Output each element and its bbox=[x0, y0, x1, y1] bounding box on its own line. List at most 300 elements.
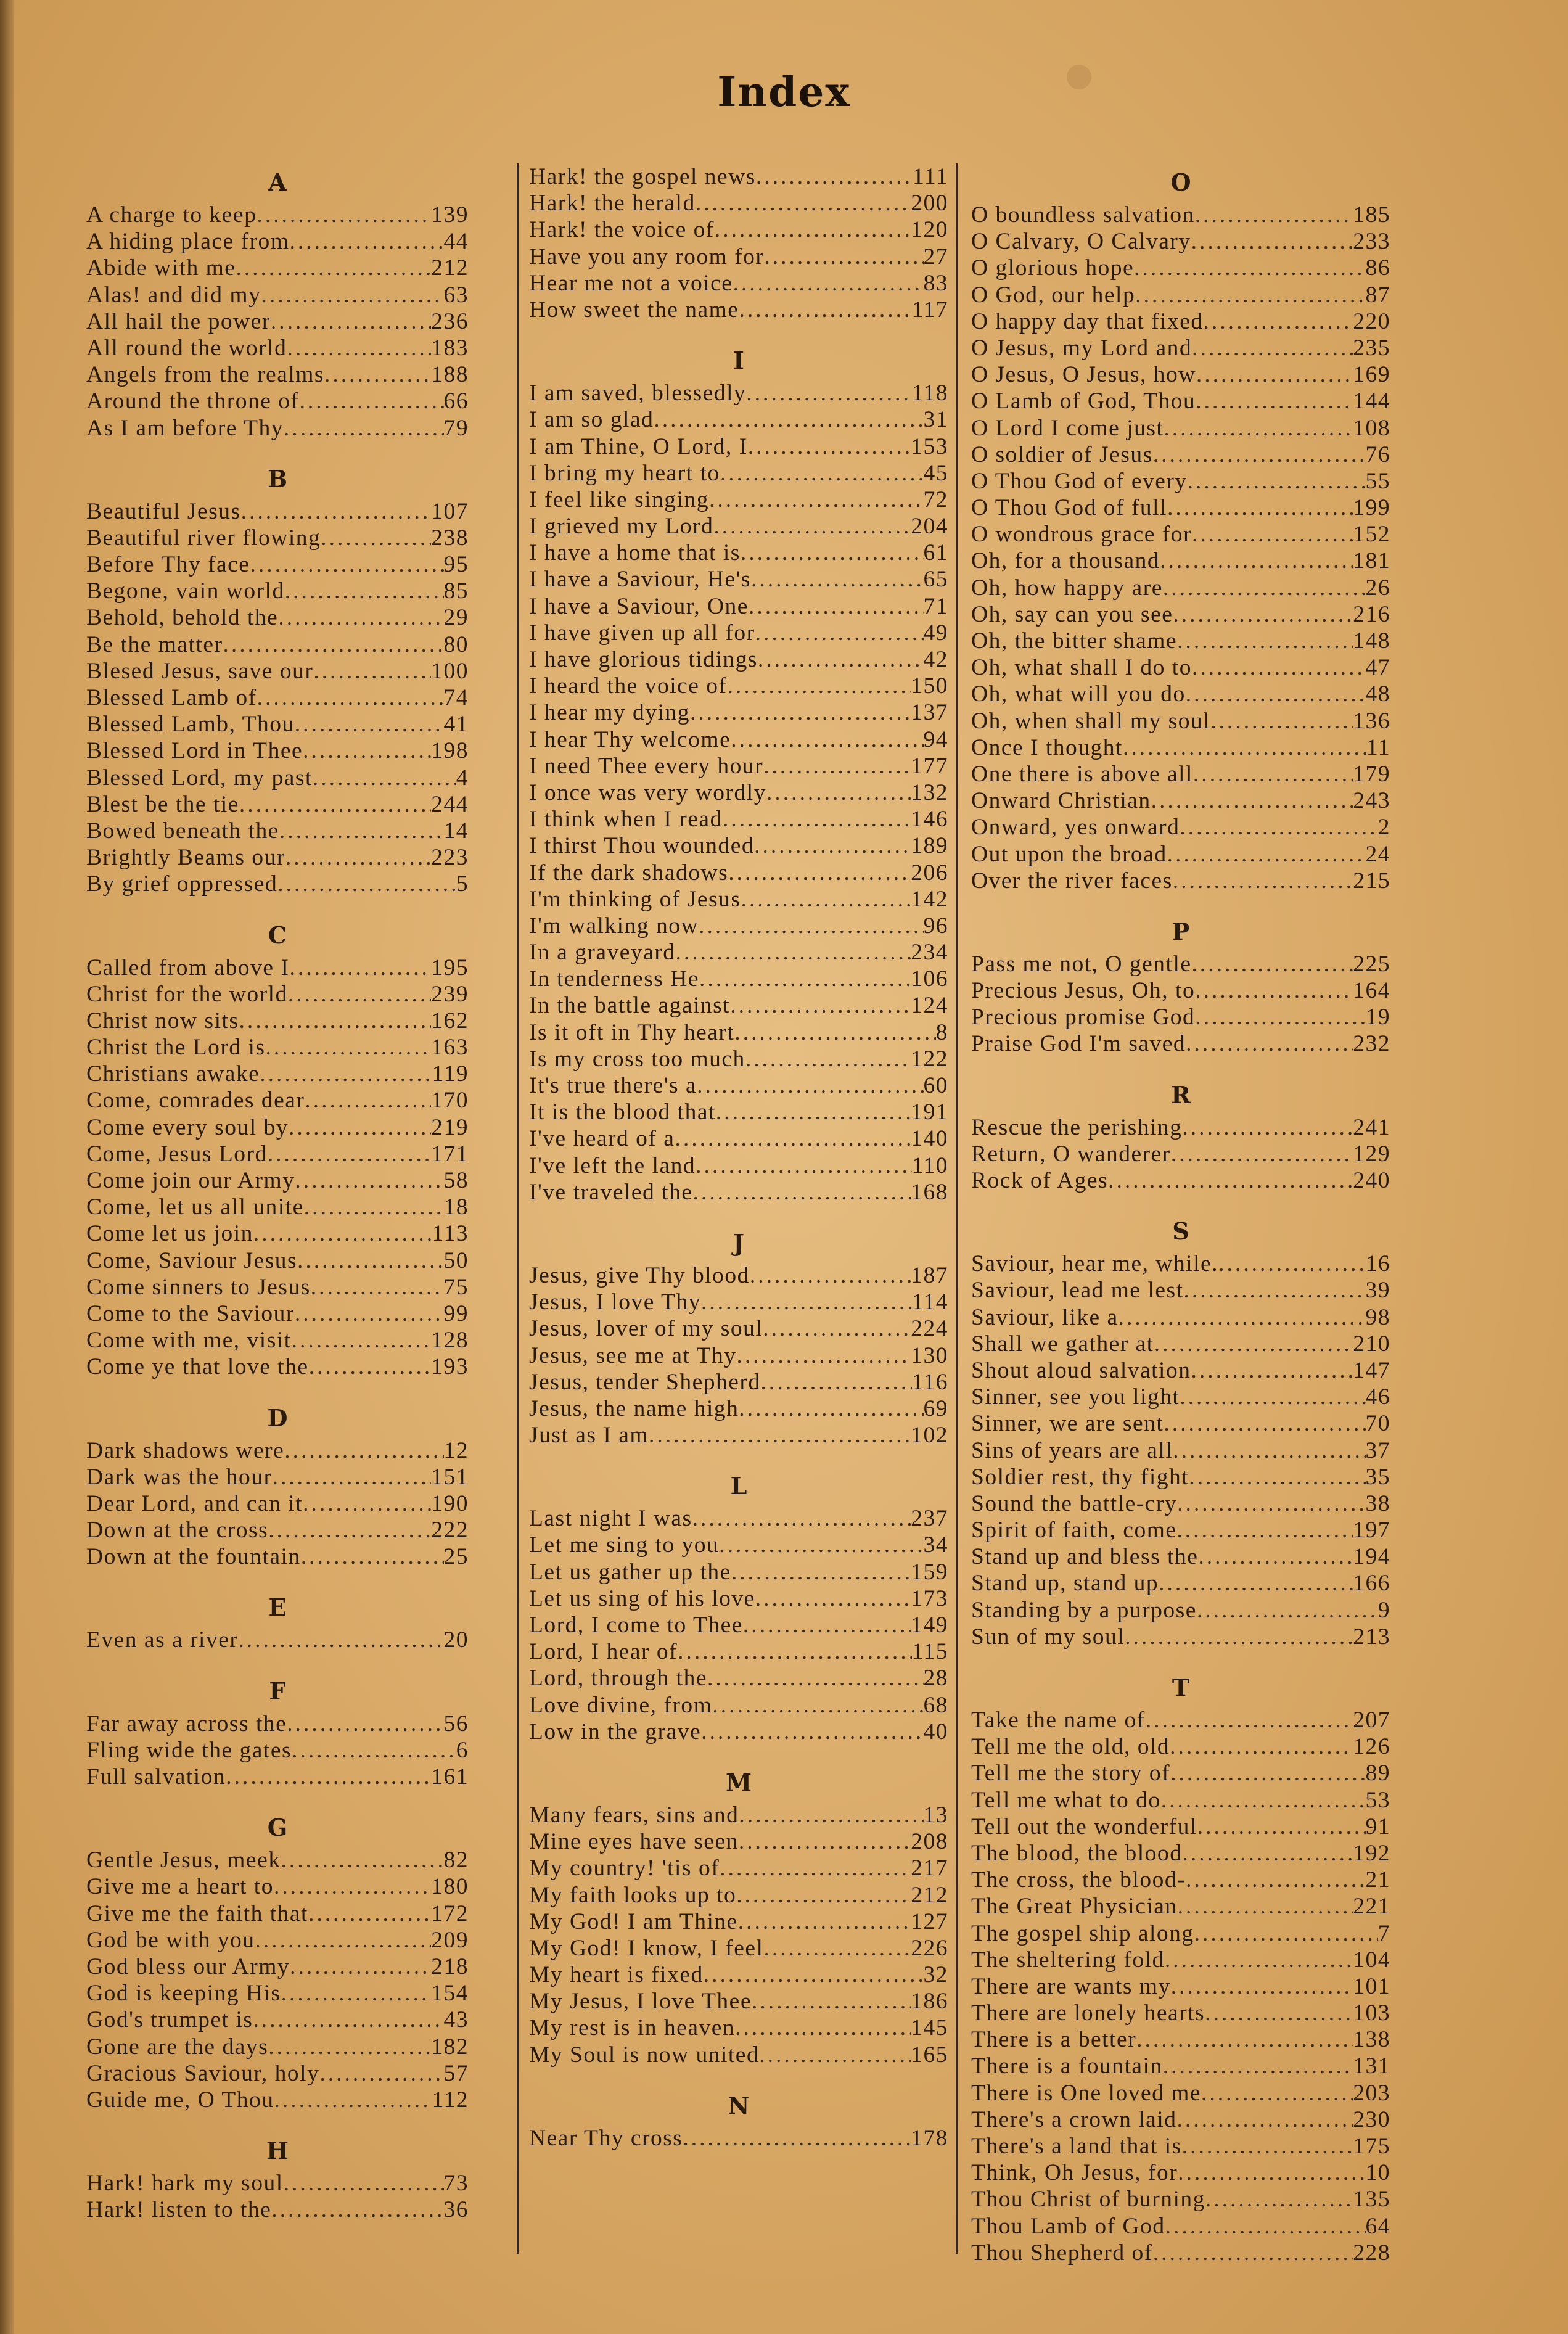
leader-dots bbox=[701, 1289, 912, 1315]
hymn-number: 11 bbox=[1366, 734, 1390, 760]
hymn-title: Tell out the wonderful bbox=[971, 1814, 1197, 1839]
index-entry bbox=[971, 2133, 1390, 2159]
index-entry bbox=[86, 765, 469, 791]
hymn-title: Come join our Army bbox=[86, 1168, 295, 1193]
hymn-title: Christians awake bbox=[86, 1061, 260, 1087]
hymn-title: Near Thy cross bbox=[529, 2125, 683, 2151]
index-entry bbox=[971, 575, 1390, 601]
hymn-title: Even as a river bbox=[86, 1627, 239, 1653]
hymn-number: 100 bbox=[431, 658, 469, 684]
hymn-number: 68 bbox=[923, 1692, 948, 1718]
leader-dots bbox=[707, 1665, 924, 1691]
leader-dots bbox=[295, 1301, 444, 1327]
index-entry bbox=[971, 681, 1390, 707]
index-entry bbox=[86, 228, 469, 255]
hymn-title: All round the world bbox=[86, 335, 287, 361]
hymn-number: 163 bbox=[431, 1035, 469, 1061]
hymn-number: 172 bbox=[431, 1900, 469, 1926]
hymn-title: Sound the battle-cry bbox=[971, 1490, 1178, 1516]
hymn-number: 10 bbox=[1365, 2160, 1390, 2186]
hymn-title: Hark! listen to the bbox=[86, 2197, 272, 2223]
hymn-title: It's true there's a bbox=[529, 1073, 697, 1098]
index-entry bbox=[529, 1125, 948, 1152]
leader-dots bbox=[654, 406, 923, 433]
hymn-number: 127 bbox=[911, 1909, 948, 1934]
hymn-title: Guide me, O Thou bbox=[86, 2087, 274, 2113]
hymn-number: 230 bbox=[1353, 2106, 1390, 2132]
index-entry bbox=[529, 1612, 948, 1638]
section-gap bbox=[86, 1790, 469, 1809]
leader-dots bbox=[255, 1927, 432, 1954]
index-entry bbox=[529, 1988, 948, 2015]
hymn-number: 154 bbox=[431, 1981, 469, 2007]
hymn-number: 7 bbox=[1377, 1920, 1390, 1946]
leader-dots bbox=[271, 2196, 443, 2223]
hymn-number: 24 bbox=[1365, 841, 1390, 867]
index-entry bbox=[529, 1802, 948, 1828]
index-entry bbox=[529, 270, 948, 297]
index-entry bbox=[971, 2080, 1390, 2106]
hymn-number: 126 bbox=[1353, 1734, 1390, 1760]
hymn-number: 192 bbox=[1353, 1840, 1390, 1866]
hymn-title: Saviour, hear me, while. bbox=[971, 1251, 1219, 1277]
section-gap bbox=[529, 1206, 948, 1224]
leader-dots bbox=[748, 434, 911, 460]
index-entry bbox=[529, 1422, 948, 1448]
hymn-title: Hark! hark my soul bbox=[86, 2171, 284, 2196]
index-entry bbox=[86, 361, 469, 388]
hymn-number: 87 bbox=[1365, 282, 1390, 308]
leader-dots bbox=[1153, 2240, 1353, 2266]
leader-dots bbox=[751, 566, 923, 593]
leader-dots bbox=[284, 1437, 443, 1464]
hymn-title: O Lord I come just bbox=[971, 415, 1164, 441]
index-entry bbox=[86, 2196, 469, 2223]
leader-dots bbox=[253, 2007, 443, 2033]
hymn-title: Blessed Lord in Thee bbox=[86, 738, 303, 764]
index-entry bbox=[86, 1274, 469, 1301]
hymn-number: 102 bbox=[911, 1423, 948, 1448]
hymn-number: 186 bbox=[911, 1989, 948, 2015]
hymn-title: Precious Jesus, Oh, to bbox=[971, 978, 1196, 1004]
index-entry bbox=[86, 1543, 469, 1570]
hymn-title: Come every soul by bbox=[86, 1114, 289, 1140]
leader-dots bbox=[1186, 1867, 1365, 1893]
leader-dots bbox=[750, 1262, 911, 1289]
leader-dots bbox=[321, 525, 431, 551]
leader-dots bbox=[268, 2034, 431, 2060]
leader-dots bbox=[741, 886, 911, 913]
index-entry bbox=[529, 939, 948, 966]
hymn-number: 210 bbox=[1353, 1331, 1390, 1357]
hymn-number: 237 bbox=[911, 1506, 948, 1532]
index-entry bbox=[86, 738, 469, 764]
hymn-title: Come ye that love the bbox=[86, 1354, 309, 1380]
hymn-number: 42 bbox=[923, 647, 948, 672]
index-entry bbox=[529, 726, 948, 753]
leader-dots bbox=[696, 1153, 912, 1179]
hymn-title: Come, Jesus Lord bbox=[86, 1141, 268, 1167]
index-entry bbox=[971, 1760, 1390, 1786]
hymn-title: O Thou God of full bbox=[971, 495, 1167, 521]
leader-dots bbox=[297, 1247, 443, 1274]
hymn-number: 182 bbox=[431, 2034, 469, 2060]
hymn-title: I bring my heart to bbox=[529, 460, 720, 486]
hymn-title: Hark! the herald bbox=[529, 191, 696, 216]
hymn-number: 153 bbox=[911, 434, 948, 459]
leader-dots bbox=[764, 244, 923, 270]
hymn-title: Jesus, see me at Thy bbox=[529, 1342, 737, 1368]
hymn-title: Oh, say can you see bbox=[971, 601, 1173, 627]
index-entry bbox=[971, 761, 1390, 787]
leader-dots bbox=[1161, 1787, 1366, 1814]
index-entry bbox=[86, 1247, 469, 1274]
leader-dots bbox=[1136, 2026, 1353, 2053]
hymn-number: 55 bbox=[1365, 468, 1390, 494]
leader-dots bbox=[1180, 814, 1377, 840]
index-entry bbox=[529, 593, 948, 620]
leader-dots bbox=[1134, 255, 1365, 281]
leader-dots bbox=[738, 1909, 911, 1935]
index-entry bbox=[971, 951, 1390, 977]
leader-dots bbox=[1210, 708, 1353, 734]
leader-dots bbox=[1180, 1384, 1365, 1410]
index-entry bbox=[529, 1153, 948, 1179]
section-letter: R bbox=[1171, 1080, 1191, 1109]
index-entry bbox=[86, 2170, 469, 2196]
index-entry bbox=[529, 1395, 948, 1422]
leader-dots bbox=[236, 255, 431, 281]
index-entry bbox=[529, 540, 948, 566]
hymn-title: Jesus, I love Thy bbox=[529, 1289, 701, 1315]
hymn-title: There is a better bbox=[971, 2027, 1137, 2053]
hymn-number: 244 bbox=[431, 791, 469, 817]
hymn-number: 216 bbox=[1353, 601, 1390, 627]
hymn-title: In the battle against bbox=[529, 993, 731, 1019]
index-entry bbox=[86, 1141, 469, 1167]
hymn-number: 140 bbox=[911, 1126, 948, 1152]
hymn-number: 16 bbox=[1365, 1251, 1390, 1277]
leader-dots bbox=[1193, 761, 1353, 787]
section-gap bbox=[86, 442, 469, 460]
hymn-title: Be the matter bbox=[86, 631, 223, 657]
hymn-title: Blest be the tie bbox=[86, 791, 239, 817]
section-letter: S bbox=[1172, 1217, 1189, 1246]
hymn-number: 119 bbox=[432, 1061, 469, 1087]
leader-dots bbox=[720, 1855, 911, 1881]
hymn-number: 228 bbox=[1353, 2240, 1390, 2266]
index-entry bbox=[86, 1354, 469, 1380]
index-entry bbox=[86, 1167, 469, 1194]
hymn-number: 218 bbox=[431, 1954, 469, 1979]
hymn-number: 122 bbox=[911, 1046, 948, 1072]
leader-dots bbox=[1196, 388, 1353, 414]
leader-dots bbox=[1192, 951, 1353, 977]
hymn-title: The cross, the blood- bbox=[971, 1867, 1186, 1893]
leader-dots bbox=[719, 1532, 923, 1558]
index-entry bbox=[971, 1733, 1390, 1760]
index-entry bbox=[529, 406, 948, 433]
hymn-title: Rescue the perishing bbox=[971, 1114, 1183, 1140]
hymn-number: 152 bbox=[1353, 522, 1390, 548]
index-column-3 bbox=[971, 163, 1390, 2266]
hymn-title: My God! I am Thine bbox=[529, 1909, 738, 1934]
hymn-title: God's trumpet is bbox=[86, 2007, 253, 2033]
index-entry bbox=[529, 434, 948, 460]
page-title: Index bbox=[717, 68, 851, 116]
index-entry bbox=[971, 202, 1390, 228]
hymn-title: I once was very wordly bbox=[529, 779, 766, 805]
leader-dots bbox=[752, 1988, 911, 2015]
section-letter: F bbox=[269, 1677, 286, 1705]
index-entry bbox=[971, 282, 1390, 308]
leader-dots bbox=[274, 1873, 431, 1900]
leader-dots bbox=[1135, 282, 1365, 308]
index-entry bbox=[86, 711, 469, 738]
hymn-number: 6 bbox=[456, 1737, 469, 1763]
leader-dots bbox=[736, 1882, 911, 1909]
hymn-title: O wondrous grace for bbox=[971, 522, 1192, 548]
index-entry bbox=[971, 521, 1390, 548]
leader-dots bbox=[289, 1114, 431, 1141]
hymn-title: Take the name of bbox=[971, 1707, 1146, 1733]
hymn-number: 63 bbox=[443, 282, 469, 308]
leader-dots bbox=[728, 673, 911, 699]
leader-dots bbox=[1165, 1947, 1353, 1973]
hymn-number: 168 bbox=[911, 1179, 948, 1205]
hymn-title: Saviour, like a bbox=[971, 1304, 1119, 1330]
index-entry bbox=[86, 255, 469, 281]
hymn-number: 232 bbox=[1353, 1031, 1390, 1057]
hymn-title: Think, Oh Jesus, for bbox=[971, 2160, 1178, 2186]
index-entry bbox=[971, 1597, 1390, 1624]
section-gap bbox=[86, 1654, 469, 1672]
leader-dots bbox=[731, 1559, 911, 1585]
index-entry bbox=[86, 1873, 469, 1900]
index-entry bbox=[86, 415, 469, 442]
index-entry bbox=[971, 708, 1390, 734]
index-entry bbox=[86, 202, 469, 228]
hymn-number: 69 bbox=[923, 1395, 948, 1421]
hymn-title: Hark! the gospel news bbox=[529, 164, 756, 189]
hymn-number: 173 bbox=[911, 1585, 948, 1611]
index-entry bbox=[86, 658, 469, 684]
index-entry bbox=[971, 1570, 1390, 1596]
hymn-number: 185 bbox=[1353, 202, 1390, 228]
index-entry bbox=[971, 1707, 1390, 1733]
hymn-title: Have you any room for bbox=[529, 244, 765, 269]
hymn-title: The gospel ship along bbox=[971, 1920, 1194, 1946]
hymn-number: 2 bbox=[1377, 815, 1390, 840]
leader-dots bbox=[284, 415, 444, 442]
leader-dots bbox=[715, 216, 911, 243]
leader-dots bbox=[737, 1342, 911, 1369]
hymn-number: 170 bbox=[431, 1088, 469, 1114]
index-entry bbox=[529, 1962, 948, 1988]
hymn-title: The sheltering fold bbox=[971, 1947, 1165, 1973]
hymn-title: Shall we gather at bbox=[971, 1331, 1154, 1357]
index-entry bbox=[529, 966, 948, 992]
hymn-title: The blood, the blood bbox=[971, 1840, 1183, 1866]
index-entry bbox=[529, 460, 948, 487]
hymn-title: Around the throne of bbox=[86, 388, 300, 414]
leader-dots bbox=[253, 1220, 432, 1247]
leader-dots bbox=[284, 2170, 444, 2196]
hymn-title: Called from above I bbox=[86, 955, 290, 980]
hymn-title: I have a Saviour, He's bbox=[529, 567, 752, 593]
section-gap bbox=[529, 1448, 948, 1467]
hymn-title: I heard the voice of bbox=[529, 673, 728, 699]
index-entry bbox=[86, 308, 469, 335]
hymn-title: It is the blood that bbox=[529, 1099, 716, 1125]
leader-dots bbox=[268, 1141, 431, 1167]
hymn-title: My Soul is now united bbox=[529, 2042, 760, 2068]
hymn-number: 222 bbox=[431, 1518, 469, 1543]
hymn-number: 128 bbox=[431, 1328, 469, 1354]
leader-dots bbox=[739, 297, 911, 323]
hymn-number: 103 bbox=[1353, 2000, 1390, 2026]
hymn-number: 177 bbox=[911, 753, 948, 779]
leader-dots bbox=[1186, 681, 1366, 707]
hymn-number: 27 bbox=[923, 244, 948, 269]
leader-dots bbox=[304, 1194, 444, 1220]
hymn-number: 136 bbox=[1353, 708, 1390, 734]
index-entry bbox=[86, 2034, 469, 2060]
leader-dots bbox=[1192, 521, 1353, 548]
hymn-title: There are wants my bbox=[971, 1973, 1171, 1999]
leader-dots bbox=[1170, 1733, 1353, 1760]
index-entry bbox=[86, 1301, 469, 1327]
index-entry bbox=[971, 734, 1390, 761]
index-entry bbox=[529, 673, 948, 699]
index-entry bbox=[529, 190, 948, 216]
leader-dots bbox=[238, 1627, 443, 1653]
hymn-title: Alas! and did my bbox=[86, 282, 261, 308]
hymn-number: 50 bbox=[443, 1247, 469, 1273]
hymn-title: Give me the faith that bbox=[86, 1900, 308, 1926]
hymn-number: 40 bbox=[923, 1719, 948, 1744]
hymn-number: 48 bbox=[1365, 681, 1390, 707]
index-entry bbox=[529, 1072, 948, 1099]
hymn-number: 145 bbox=[911, 2015, 948, 2041]
index-entry bbox=[529, 860, 948, 886]
index-entry bbox=[971, 1167, 1390, 1194]
index-entry bbox=[86, 1737, 469, 1764]
leader-dots bbox=[279, 818, 444, 844]
leader-dots bbox=[1182, 1840, 1353, 1867]
hymn-number: 114 bbox=[911, 1289, 948, 1315]
page-edge-shadow bbox=[0, 0, 14, 2334]
hymn-number: 151 bbox=[431, 1464, 469, 1490]
index-entry bbox=[86, 498, 469, 525]
hymn-number: 138 bbox=[1353, 2027, 1390, 2053]
index-entry bbox=[971, 2053, 1390, 2079]
leader-dots bbox=[287, 335, 431, 361]
leader-dots bbox=[1151, 787, 1353, 814]
hymn-title: Lord, through the bbox=[529, 1666, 707, 1691]
index-entry bbox=[971, 1437, 1390, 1464]
section-gap bbox=[86, 1381, 469, 1399]
leader-dots bbox=[690, 699, 911, 726]
leader-dots bbox=[303, 738, 431, 764]
hymn-title: Sun of my soul bbox=[971, 1624, 1125, 1650]
leader-dots bbox=[287, 1711, 443, 1737]
leader-dots bbox=[1173, 868, 1353, 894]
hymn-number: 207 bbox=[1353, 1707, 1390, 1733]
hymn-title: Abide with me bbox=[86, 255, 236, 281]
hymn-title: Jesus, give Thy blood bbox=[529, 1262, 750, 1288]
hymn-title: Down at the fountain bbox=[86, 1544, 301, 1570]
leader-dots bbox=[1108, 1167, 1353, 1194]
hymn-number: 198 bbox=[431, 738, 469, 764]
leader-dots bbox=[759, 2042, 911, 2068]
leader-dots bbox=[649, 1422, 911, 1448]
hymn-title: Thou Christ of burning bbox=[971, 2187, 1205, 2213]
index-entry bbox=[86, 2060, 469, 2087]
hymn-title: How sweet the name bbox=[529, 297, 739, 323]
index-entry bbox=[529, 1559, 948, 1585]
hymn-number: 159 bbox=[911, 1559, 948, 1585]
index-entry bbox=[971, 415, 1390, 442]
index-entry bbox=[971, 2240, 1390, 2266]
hymn-title: Return, O wanderer bbox=[971, 1141, 1171, 1167]
leader-dots bbox=[1165, 2213, 1366, 2240]
index-entry bbox=[529, 1935, 948, 1962]
index-entry bbox=[86, 388, 469, 414]
leader-dots bbox=[699, 913, 923, 939]
section-gap bbox=[529, 1745, 948, 1764]
leader-dots bbox=[281, 1847, 443, 1873]
index-entry bbox=[971, 2026, 1390, 2053]
hymn-title: Oh, when shall my soul bbox=[971, 708, 1211, 734]
hymn-number: 85 bbox=[443, 578, 469, 604]
hymn-number: 175 bbox=[1353, 2134, 1390, 2159]
hymn-number: 79 bbox=[443, 415, 469, 441]
leader-dots bbox=[709, 487, 924, 513]
leader-dots bbox=[319, 2060, 443, 2087]
hymn-number: 56 bbox=[443, 1711, 469, 1736]
hymn-number: 240 bbox=[1353, 1168, 1390, 1193]
hymn-title: Last night I was bbox=[529, 1506, 692, 1532]
hymn-title: I am so glad bbox=[529, 407, 654, 433]
leader-dots bbox=[1182, 2133, 1353, 2159]
hymn-title: I need Thee every hour bbox=[529, 753, 764, 779]
leader-dots bbox=[295, 711, 444, 738]
leader-dots bbox=[289, 228, 443, 255]
hymn-number: 204 bbox=[911, 514, 948, 540]
index-entry bbox=[86, 631, 469, 658]
section-gap bbox=[86, 898, 469, 916]
hymn-title: God bless our Army bbox=[86, 1954, 290, 1979]
hymn-title: Sinner, we are sent bbox=[971, 1411, 1164, 1437]
hymn-title: My God! I know, I feel bbox=[529, 1935, 764, 1961]
section-gap bbox=[529, 323, 948, 342]
index-entry bbox=[971, 1517, 1390, 1543]
leader-dots bbox=[250, 551, 443, 578]
hymn-title: Come, comrades dear bbox=[86, 1088, 305, 1114]
hymn-title: Full salvation bbox=[86, 1764, 226, 1790]
hymn-number: 144 bbox=[1353, 388, 1390, 414]
section-gap bbox=[86, 2113, 469, 2132]
index-entry bbox=[971, 335, 1390, 361]
hymn-number: 190 bbox=[431, 1490, 469, 1516]
hymn-number: 200 bbox=[911, 191, 948, 216]
leader-dots bbox=[1153, 442, 1366, 468]
hymn-number: 137 bbox=[911, 700, 948, 726]
hymn-title: Jesus, lover of my soul bbox=[529, 1316, 763, 1342]
leader-dots bbox=[696, 190, 911, 216]
hymn-title: Rock of Ages bbox=[971, 1168, 1109, 1193]
